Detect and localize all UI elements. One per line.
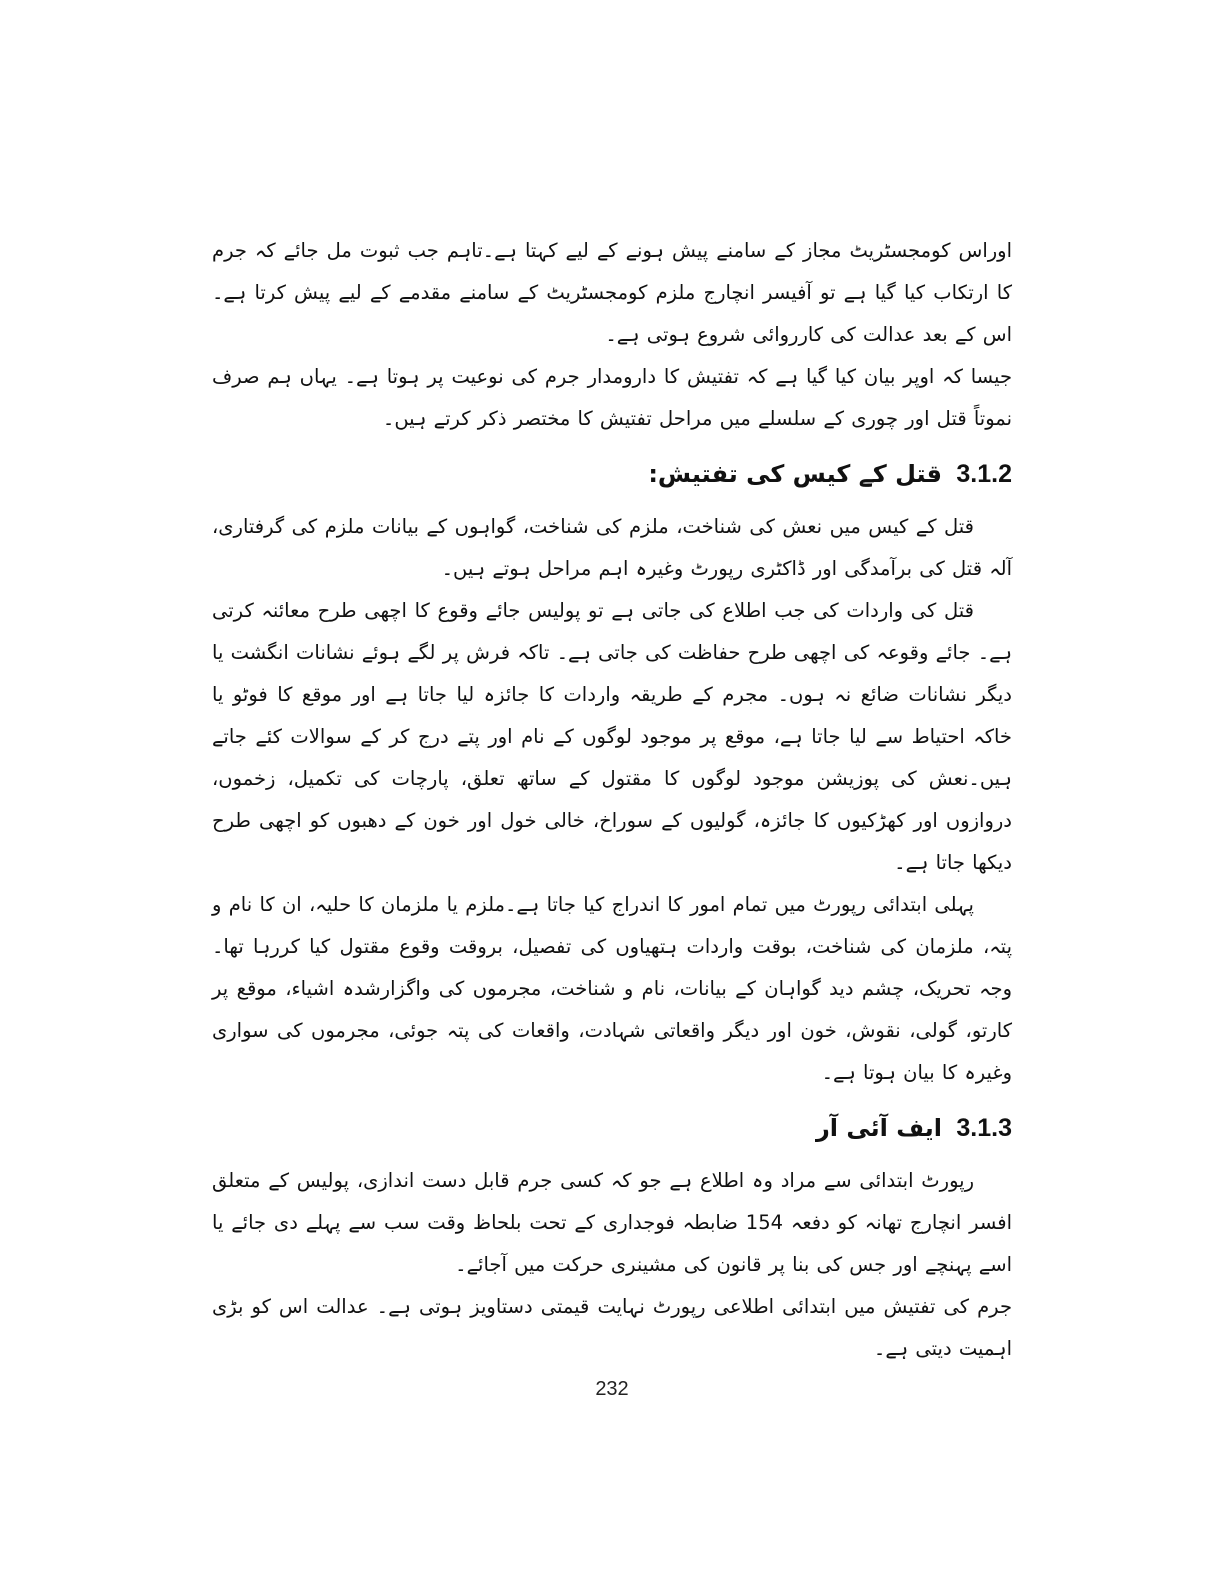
section-title: قتل کے کیس کی تفتیش: xyxy=(648,460,943,488)
paragraph-murder-stages: قتل کے کیس میں نعش کی شناخت، ملزم کی شناخت، گواہوں کے بیانات ملزم کی گرفتاری، آلہ قتل کی برآمدگی اور ڈاکٹری رپورٹ وغیرہ اہم مراحل ہوتے ہیں۔ xyxy=(212,515,1012,580)
paragraph-continuation: اوراس کومجسٹریٹ مجاز کے سامنے پیش ہونے کے لیے کہتا ہے۔تاہم جب ثبوت مل جائے کہ جرم کا ارتکاب کیا گیا ہے تو آفیسر انچارج ملزم کومجسٹریٹ کے سامنے مقدمے کے لیے پیش کرتا ہے۔اس کے بعد عدالت کی کارروائی شروع ہوتی ہے۔ xyxy=(212,239,1012,346)
section-number: 3.1.3 xyxy=(956,1114,1012,1142)
section-heading-murder-case xyxy=(212,454,1012,494)
paragraph-fir-definition: رپورٹ ابتدائی سے مراد وہ اطلاع ہے جو کہ کسی جرم قابل دست اندازی، پولیس کے متعلق افسر انچارج تھانہ کو دفعہ 154 ضابطہ فوجداری کے تحت بلحاظ وقت سب سے پہلے دی جائے یا اسے پہنچے اور جس کی بنا پر قانون کی مشینری حرکت میں آجائے۔ xyxy=(212,1169,1013,1276)
section-title: ایف آئی آر xyxy=(815,1114,943,1142)
section-number: 3.1.2 xyxy=(956,460,1012,488)
page-number: 232 xyxy=(595,1378,629,1400)
paragraph-fir-importance: جرم کی تفتیش میں ابتدائی اطلاعی رپورٹ نہایت قیمتی دستاویز ہوتی ہے۔ عدالت اس کو بڑی اہمیت دیتی ہے۔ xyxy=(212,1295,1012,1360)
paragraph-first-report: پہلی ابتدائی رپورٹ میں تمام امور کا اندراج کیا جاتا ہے۔ملزم یا ملزمان کا حلیہ، ان کا نام و پتہ، ملزمان کی شناخت، بوقت واردات ہتھیاوں کی تفصیل، بروقت وقوع مقتول کیا کررہا تھا۔وجہ تحریک، چشم دید گواہان کے بیانات، نام و شناخت، مجرموں کی واگزارشدہ اشیاء، موقع پر کارتو، گولی، نقوش، خون اور دیگر واقعاتی شہادت، واقعات کی پتہ جوئی، مجرموں کی سواری وغیرہ کا بیان ہوتا ہے۔ xyxy=(212,893,1012,1084)
document-body xyxy=(212,230,1012,1530)
paragraph-crime-scene: قتل کی واردات کی جب اطلاع کی جاتی ہے تو پولیس جائے وقوع کا اچھی طرح معائنہ کرتی ہے۔ جائے وقوعہ کی اچھی طرح حفاظت کی جاتی ہے۔ تاکہ فرش پر لگے ہوئے نشانات انگشت یا دیگر نشانات ضائع نہ ہوں۔ مجرم کے طریقہ واردات کا جائزہ لیا جاتا ہے اور موقع کا فوٹو یا خاکہ احتیاط سے لیا جاتا ہے، موقع پر موجود لوگوں کے نام اور پتے درج کر کے سوالات کئے جاتے ہیں۔نعش کی پوزیشن موجود لوگوں کا مقتول کے ساتھ تعلق، پارچات کی تکمیل، زخموں، دروازوں اور کھڑکیوں کا جائزہ، گولیوں کے سوراخ، خالی خول اور خون کے دھبوں کو اچھی طرح دیکھا جاتا ہے۔ xyxy=(212,599,1012,874)
section-heading-fir xyxy=(212,1108,1012,1148)
paragraph-investigation-intro: جیسا کہ اوپر بیان کیا گیا ہے کہ تفتیش کا دارومدار جرم کی نوعیت پر ہوتا ہے۔ یہاں ہم صرف نموتاً قتل اور چوری کے سلسلے میں مراحل تفتیش کا مختصر ذکر کرتے ہیں۔ xyxy=(212,365,1012,430)
